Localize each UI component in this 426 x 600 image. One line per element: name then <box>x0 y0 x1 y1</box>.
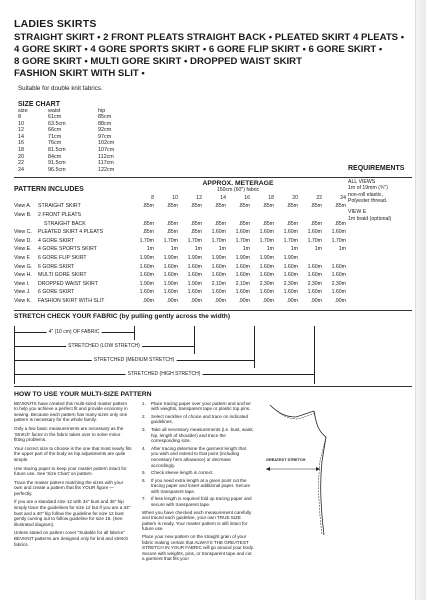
gauge-medium-tick <box>254 326 255 368</box>
waist-col-header: waist <box>48 107 61 114</box>
all-views-label: ALL VIEWS <box>348 178 376 185</box>
meterage-cell: .85m <box>286 220 298 227</box>
meterage-cell: 2.30m <box>283 280 298 287</box>
size-chart <box>18 101 412 174</box>
meterage-cell <box>298 254 322 263</box>
hip-cell: 92cm <box>98 127 112 134</box>
meterage-row <box>14 228 346 237</box>
size-cell: 24 <box>18 166 24 173</box>
size-row <box>18 167 138 174</box>
meterage-row <box>14 211 346 220</box>
medium-stretch-label: STRETCHED (MEDIUM STRETCH) <box>93 356 175 363</box>
meterage-cell: .90m <box>142 297 154 304</box>
step-4: 4. After tracing determine the garment length that you wish and extend to that point (including necessary hem allowance) or decrease accordingly. <box>142 445 246 468</box>
step-5: 5. Check sleeve length is correct. <box>142 470 214 476</box>
size-header: 18 <box>268 194 274 201</box>
styles-line-1: STRAIGHT SKIRT • 2 FRONT PLEATS STRAIGHT BACK • PLEATED SKIRT 4 PLEATS • <box>14 31 405 43</box>
style-name: MULTI GORE SKIRT <box>38 272 87 279</box>
meterage-cell: .85m <box>142 220 154 227</box>
meterage-cell: 1m <box>146 246 154 253</box>
meterage-cell: .85m <box>310 203 322 210</box>
meterage-cell: 1m <box>266 246 274 253</box>
meterage-row <box>14 245 346 254</box>
pattern-includes-heading: PATTERN INCLUDES <box>14 186 84 194</box>
howto-paragraph: When you have checked each measurement carefully and traced each guideline, your own TRUE SIZE pattern is ready. Your master pattern is still intact for future use. <box>142 509 252 532</box>
howto-paragraph: Trace the master pattern matching the sizes with your own and create a pattern that fits YOUR figure — perfectly. <box>14 479 124 496</box>
hip-cell: 102cm <box>98 140 115 147</box>
hip-cell: 117cm <box>98 160 114 167</box>
meterage-cell: 2.30m <box>307 280 322 287</box>
meterage-row <box>14 237 346 246</box>
meterage-cell: .85m <box>166 229 178 236</box>
meterage-cell: 1.60m <box>283 272 298 279</box>
meterage-cell: 1.60m <box>163 289 178 296</box>
meterage-cell: 1.70m <box>259 237 274 244</box>
meterage-cell: 1.60m <box>331 289 346 296</box>
req-line-3: Polyester thread. <box>348 198 388 205</box>
meterage-row <box>14 280 346 289</box>
view-label: View F. <box>14 255 31 261</box>
fabric-note: Suitable for double knit fabrics. <box>18 84 103 92</box>
view-label: View C. <box>14 229 32 236</box>
meterage-cell: .90m <box>262 297 274 304</box>
size-header: 22 <box>316 194 322 201</box>
styles-list <box>14 32 412 80</box>
requirements <box>348 166 426 222</box>
step-7: 7. If less length is required fold up tracing paper and secure with transparent tape. <box>142 496 252 508</box>
meterage-row <box>14 271 346 280</box>
meterage-row <box>14 263 346 272</box>
meterage-cell: .90m <box>190 297 202 304</box>
step-1: 1. Place tracing paper over your pattern and anchor with weights, transparent tape or plastic top pins. <box>142 400 251 412</box>
size-row <box>18 147 138 154</box>
waist-cell: 71cm <box>48 133 62 140</box>
view-e-line: 1m braid (optional) <box>348 215 392 222</box>
size-header: 16 <box>244 194 250 201</box>
howto-paragraph: Place your new pattern on the straight grain of your fabric making certain that ALWAYS THE GREATEST STRETCH IN YOUR FABRIC will go around your body. Secure with weights, pins, or transparent tape and cut a garment that fits you! <box>142 534 254 562</box>
view-label: View J. <box>14 289 31 296</box>
size-row <box>18 114 138 121</box>
size-cell: 18 <box>18 147 24 154</box>
waist-cell: 96.5cm <box>48 166 66 173</box>
hip-cell: 97cm <box>98 133 112 140</box>
size-cell: 10 <box>18 120 24 127</box>
size-cell: 20 <box>18 153 24 160</box>
meterage-cell: 1m <box>218 246 226 253</box>
meterage-cell: 1.60m <box>331 229 346 236</box>
meterage-cell: 2.10m <box>235 280 250 287</box>
step-2: 2. Select neckline of choice and trace on indicated guidelines. <box>142 413 249 425</box>
meterage-cell: .85m <box>190 220 202 227</box>
size-row <box>18 154 138 161</box>
meterage-cell: .85m <box>166 203 178 210</box>
waist-cell: 84cm <box>48 153 62 160</box>
meterage-cell: 1m <box>314 246 322 253</box>
size-cell: 22 <box>18 160 24 167</box>
stretch-heading: STRETCH CHECK YOUR FABRIC (by pulling gently across the width) <box>14 312 231 320</box>
req-line-1: 1m of 19mm (¾") <box>348 185 388 192</box>
meterage-row <box>14 288 346 297</box>
low-stretch-label: STRETCHED (LOW STRETCH) <box>68 342 140 349</box>
size-row <box>18 127 138 134</box>
meterage-cell: 1.60m <box>307 289 322 296</box>
meterage-cell: 1.90m <box>163 255 178 261</box>
meterage-cell: 1m <box>290 246 298 253</box>
meterage-cell: 1.90m <box>163 280 178 287</box>
view-label: View H. <box>14 272 32 279</box>
meterage-cell: 1.60m <box>187 272 202 279</box>
meterage-cell: 1.70m <box>283 237 298 244</box>
size-cell: 14 <box>18 133 24 140</box>
meterage-cell: 1.60m <box>139 263 154 270</box>
meterage-table <box>14 193 346 305</box>
hip-cell: 88cm <box>98 120 112 127</box>
style-name-line-2: STRAIGHT BACK <box>44 220 86 227</box>
size-chart-table <box>18 108 138 174</box>
fabric-4in-line <box>14 328 134 335</box>
hip-cell: 85cm <box>98 114 112 121</box>
howto-steps <box>142 401 254 564</box>
meterage-cell: 1.60m <box>307 272 322 279</box>
meterage-cell: 1m <box>194 246 202 253</box>
meterage-cell: 1.70m <box>187 237 202 244</box>
hip-col-header: hip <box>98 107 106 114</box>
meterage-cell: 1m <box>242 246 250 253</box>
howto-paragraph: Unless stated on pattern cover "Suitable for all fabrics" BEVKNIT patterns are designed only for knit and stretch fabrics. <box>14 530 129 547</box>
view-label: View D. <box>14 237 32 244</box>
size-header: 20 <box>292 194 298 201</box>
meterage-cell: 1.60m <box>307 229 322 236</box>
view-e-label: VIEW E <box>348 209 367 216</box>
styles-line-4: FASHION SKIRT WITH SLIT • <box>14 67 145 79</box>
view-label: View K. <box>14 297 32 304</box>
high-stretch-line <box>14 370 314 377</box>
howto-paragraph: Your correct size to choose is the one that most nearly fits the upper part of the body as hip adjustments are quite simple. <box>14 445 132 462</box>
meterage-cell: 1.60m <box>331 272 346 279</box>
gauge-4in-tick <box>134 326 135 340</box>
meterage-cell: 1.90m <box>187 280 202 287</box>
meterage-cell: 1.60m <box>283 263 298 270</box>
meterage-cell: .85m <box>334 220 346 227</box>
view-label: View A. <box>14 203 32 210</box>
size-header: 24 <box>340 194 346 201</box>
hip-cell: 112cm <box>98 153 114 160</box>
gauge-high-tick <box>314 326 315 384</box>
howto-body <box>14 401 412 564</box>
high-stretch-label: STRETCHED (HIGH STRETCH) <box>127 370 201 377</box>
meterage-cell: 1.70m <box>235 237 250 244</box>
meterage-cell: 2.30m <box>331 280 346 287</box>
meterage-cell: 2.30m <box>259 280 274 287</box>
meterage-cell: 1.90m <box>259 255 274 261</box>
meterage-cell: 1.60m <box>235 272 250 279</box>
howto-paragraph: Only a few basic measurements are necessary as the 'Stretch' factor in the fabric takes over to solve minor fitting problems. <box>14 425 124 443</box>
req-line-2: non-roll elastic, <box>348 191 383 198</box>
size-row <box>18 160 138 167</box>
meterage-cell: 1.90m <box>139 255 154 261</box>
meterage-cell: 1m <box>338 246 346 253</box>
style-name: 6 GORE SKIRT <box>38 263 75 270</box>
gauge-start-tick <box>14 326 15 384</box>
meterage-cell: .85m <box>214 203 226 210</box>
styles-line-2: 4 GORE SKIRT • 4 GORE SPORTS SKIRT • 6 GORE FLIP SKIRT • 6 GORE SKIRT • <box>14 43 383 55</box>
meterage-cell: .85m <box>310 220 322 227</box>
size-chart-heading: SIZE CHART <box>18 100 60 108</box>
meterage-cell: 1.90m <box>139 280 154 287</box>
waist-cell: 63.5cm <box>48 120 66 127</box>
style-name: 6 GORE FLIP SKIRT <box>38 255 87 261</box>
meterage-cell: .90m <box>334 297 346 304</box>
size-header: 8 <box>151 194 154 201</box>
style-name: 4 GORE SKIRT <box>38 237 75 244</box>
step-6: 6. If you need extra length at a given point cut the tracing paper and insert additional paper. Secure with transparent tape. <box>142 477 251 494</box>
meterage-cell: .90m <box>310 297 322 304</box>
meterage-cell: 2.10m <box>211 280 226 287</box>
meterage-cell: 1.60m <box>259 229 274 236</box>
meterage-cell: .85m <box>262 203 274 210</box>
meterage-cell: .85m <box>334 203 346 210</box>
meterage-cell: .85m <box>238 220 250 227</box>
meterage-cell: 1.90m <box>187 255 202 261</box>
meterage-row <box>14 202 346 211</box>
meterage-cell: .85m <box>262 220 274 227</box>
meterage-subtitle: 150cm (60") fabric <box>216 187 260 194</box>
meterage-cell: .85m <box>238 203 250 210</box>
meterage-cell: .90m <box>166 297 178 304</box>
low-stretch-line <box>14 342 194 349</box>
hip-cell: 107cm <box>98 147 115 154</box>
meterage-cell: 1.60m <box>283 289 298 296</box>
style-name: 2 FRONT PLEATS <box>38 212 82 219</box>
size-col-header: size <box>18 107 28 114</box>
waist-cell: 61cm <box>48 114 62 121</box>
meterage-cell: 1.70m <box>307 237 322 244</box>
bodice-outline-icon <box>262 401 332 541</box>
page-title: LADIES SKIRTS <box>14 18 97 30</box>
meterage-cell: .90m <box>238 297 250 304</box>
greatest-stretch-label: GREATEST STRETCH <box>266 457 306 462</box>
gauge-low-tick <box>194 326 195 354</box>
style-name: PLEATED SKIRT 4 PLEATS <box>38 229 104 236</box>
meterage-cell: .85m <box>142 203 154 210</box>
meterage-cell: 1.60m <box>139 289 154 296</box>
howto-paragraph: Use tracing paper to keep your master pattern intact for future use. See 'Size Chart' on pattern. <box>14 465 127 477</box>
style-name: STRAIGHT SKIRT <box>38 203 81 210</box>
style-name: 4 GORE SPORTS SKIRT <box>38 246 97 253</box>
size-cell: 8 <box>18 114 21 121</box>
meterage-cell: 1m <box>170 246 178 253</box>
style-name: 6 GORE SKIRT <box>38 289 75 296</box>
meterage-cell: 1.60m <box>187 289 202 296</box>
meterage-cell: 1.70m <box>211 237 226 244</box>
stretch-gauge <box>14 322 412 386</box>
howto-heading: HOW TO USE YOUR MULTI-SIZE PATTERN <box>14 390 152 398</box>
meterage-cell: 1.70m <box>163 237 178 244</box>
meterage-cell: .85m <box>166 220 178 227</box>
meterage-cell: 1.60m <box>211 289 226 296</box>
step-3: 3. Take all necessary measurements (i.e. bust, waist, hip, length of shoulder) and trace the corresponding size. <box>142 426 254 444</box>
meterage-row <box>14 297 346 306</box>
meterage-cell: 1.60m <box>163 272 178 279</box>
view-label: View B. <box>14 212 32 219</box>
waist-cell: 76cm <box>48 140 62 147</box>
howto-intro <box>14 401 132 564</box>
meterage-cell: .85m <box>286 203 298 210</box>
meterage-cell: .85m <box>214 220 226 227</box>
meterage-cell: 1.90m <box>235 255 250 261</box>
waist-cell: 91.5cm <box>48 160 66 167</box>
size-header-row <box>14 193 346 202</box>
view-label: View E. <box>14 246 32 253</box>
meterage-cell: .90m <box>286 297 298 304</box>
meterage-cell: 1.60m <box>283 229 298 236</box>
meterage-cell: 1.60m <box>259 289 274 296</box>
size-row <box>18 121 138 128</box>
meterage-row <box>14 254 346 263</box>
meterage-cell: 1.60m <box>307 263 322 270</box>
meterage-row-continuation <box>14 220 346 229</box>
size-cell: 12 <box>18 127 24 134</box>
meterage-cell: 1.60m <box>331 263 346 270</box>
waist-cell: 81.5cm <box>48 147 66 154</box>
meterage-cell: 1.60m <box>139 272 154 279</box>
size-header: 12 <box>196 194 202 201</box>
meterage-cell: .85m <box>190 203 202 210</box>
meterage-cell: 1.70m <box>331 237 346 244</box>
view-label: View I. <box>14 280 30 287</box>
meterage-cell: 1.90m <box>283 255 298 261</box>
size-cell: 16 <box>18 140 24 147</box>
meterage-cell: 1.90m <box>211 255 226 261</box>
meterage-cell: 1.60m <box>187 263 202 270</box>
size-row <box>18 134 138 141</box>
meterage-cell: 1.60m <box>259 272 274 279</box>
meterage-cell: 1.60m <box>211 263 226 270</box>
size-header: 14 <box>220 194 226 201</box>
meterage-cell: 1.60m <box>163 263 178 270</box>
fabric-4in-label: 4" (10 cm) OF FABRIC <box>48 328 100 335</box>
meterage-cell: 1.60m <box>235 229 250 236</box>
divider <box>14 310 412 311</box>
howto-paragraph: If you are a standard size 12 with 34" bust and 36" hip simply trace the guidelines for size 12 but if you are a 34" bust and a 40" hip follow the guideline for size 12 bust gently curving out to follow guideline for size 18. (See illustrated diagram). <box>14 499 131 527</box>
meterage-cell <box>322 254 346 263</box>
size-header: 10 <box>172 194 178 201</box>
meterage-cell: .90m <box>214 297 226 304</box>
meterage-cell: 1.60m <box>259 263 274 270</box>
meterage-cell: 1.60m <box>211 272 226 279</box>
meterage-cell: 1.70m <box>139 237 154 244</box>
meterage-cell: .85m <box>190 229 202 236</box>
medium-stretch-line <box>14 356 254 363</box>
meterage-cell: .85m <box>142 229 154 236</box>
meterage-cell: 1.60m <box>235 263 250 270</box>
meterage-heading <box>130 180 346 193</box>
meterage-title: APPROX. METERAGE <box>202 180 274 188</box>
styles-line-3: 8 GORE SKIRT • MULTI GORE SKIRT • DROPPED WAIST SKIRT <box>14 55 302 67</box>
bodice-diagram <box>262 401 332 564</box>
howto-paragraph: BEVKNITS have created this multi-sized master pattern to help you achieve a perfect fit and provide economy in sewing. Because each pattern has many sizes only one pattern is necessary for the whole family. <box>14 400 128 423</box>
divider <box>14 386 412 387</box>
meterage-cell: 1.60m <box>211 229 226 236</box>
size-row <box>18 140 138 147</box>
hip-cell: 122cm <box>98 166 115 173</box>
requirements-heading: REQUIREMENTS <box>348 165 405 173</box>
style-name: FASHION SKIRT WITH SLIT <box>38 297 105 304</box>
waist-cell: 66cm <box>48 127 62 134</box>
view-label: View G. <box>14 263 33 270</box>
style-name: DROPPED WAIST SKIRT <box>38 280 98 287</box>
meterage-cell: 1.60m <box>235 289 250 296</box>
